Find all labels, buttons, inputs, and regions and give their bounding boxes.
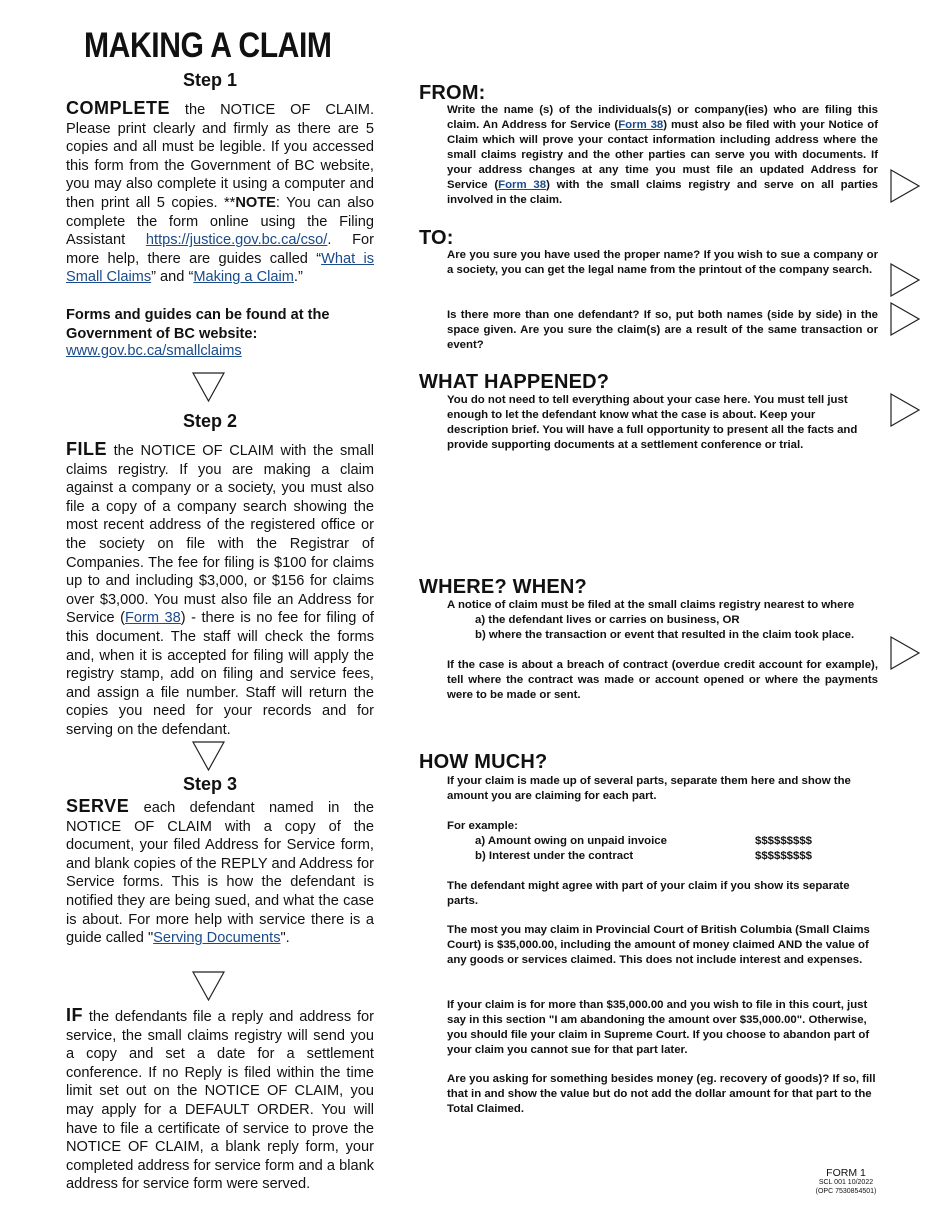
step-1-lead: COMPLETE — [66, 98, 171, 118]
step-3-lead: SERVE — [66, 796, 130, 816]
right-arrow-icon — [890, 302, 920, 336]
from-heading: FROM: — [419, 82, 486, 104]
step-1-heading: Step 1 — [182, 70, 238, 90]
to-paragraph-1: Are you sure you have used the proper name? If you wish to sue a company or a society, you can get the legal name from the printout of the company search. — [447, 249, 878, 276]
right-arrow-icon — [890, 636, 920, 670]
how-much-paragraph-5: Are you asking for something besides money (eg. recovery of goods)? If so, fill that in and show the value but do not add the dollar amount for that part to the Total Claimed. — [447, 1073, 876, 1115]
form-code: SCL 001 10/2022 — [818, 1179, 874, 1186]
serving-documents-link[interactable]: Serving Documents — [153, 930, 281, 947]
how-much-example: For example: a) Amount owing on unpaid invoice $$$$$$$$$ b) Interest under the contract $$$$$$$$$ — [447, 820, 813, 862]
page-title: MAKING A CLAIM — [84, 26, 332, 65]
form-38-link[interactable]: Form 38 — [125, 610, 181, 627]
form-38-link[interactable]: Form 38 — [498, 179, 547, 191]
making-a-claim-link[interactable]: Making a Claim — [193, 269, 294, 286]
where-when-heading: WHERE? WHEN? — [419, 576, 587, 598]
filing-assistant-link[interactable]: https://justice.gov.bc.ca/cso/ — [145, 232, 328, 249]
where-when-text: A notice of claim must be filed at the small claims registry nearest to where a) the defendant lives or carries on business, OR b) where the transaction or event that resulted in the claim took place. — [447, 599, 855, 641]
how-much-paragraph-1: If your claim is made up of several parts, separate them here and show the amount you are claiming for each part. — [447, 775, 851, 802]
step-3-text: SERVE each defendant named in the NOTICE OF CLAIM with a copy of the document, your filed Address for Service form, and blank copies of the REPLY and Address for Service forms. This is how the defendant is notified they are being sued, and what the case is about. For more help with service there is a guide called "Serving Documents". — [66, 796, 374, 947]
where-when-paragraph-2: If the case is about a breach of contract (overdue credit account for example), tell where the contract was made or account opened or where the payments were to be made or sent. — [447, 659, 878, 701]
opc-code: (OPC 7530854501) — [815, 1187, 877, 1195]
smallclaims-website-link[interactable]: www.gov.bc.ca/smallclaims — [66, 343, 242, 359]
how-much-heading: HOW MUCH? — [419, 751, 548, 773]
how-much-paragraph-2: The defendant might agree with part of your claim if you show its separate parts. — [447, 880, 850, 907]
step-4-lead: IF — [66, 1005, 83, 1025]
right-arrow-icon — [890, 169, 920, 203]
form-number: FORM 1 — [826, 1167, 866, 1179]
what-happened-text: You do not need to tell everything about your case here. You must tell just enough to let the defendant know what the case is about. Keep your description brief. You will have a full opportunity to present all the facts and provide supporting documents at a settlement conference or trial. — [447, 394, 858, 451]
what-happened-heading: WHAT HAPPENED? — [419, 371, 610, 393]
what-is-small-claims-link[interactable]: What is Small Claims — [66, 250, 375, 286]
step-2-text: FILE the NOTICE OF CLAIM with the small claims registry. If you are making a claim against a company or a society, you must also file a copy of a company search showing the most recent address of the registered office or the society on file with the Registrar of Companies. The fee for filing is $100 for claims up to and including $3,000, or $156 for claims over $3,000. You must also file an Address for Service (Form 38) - there is no fee for filing of this document. The staff will check the forms and, when it is accepted for filing will apply the registry stamp, add on filing and service fees, and assign a file number. Staff will return the copies you need for your records and for serving on the defendant. — [66, 439, 374, 738]
step-4-text: IF the defendants file a reply and address for service, the small claims registry will send you a copy and set a date for a settlement conference. If no Reply is filed within the time limit set out on the NOTICE OF CLAIM, you may apply for a DEFAULT ORDER. You will have to file a certificate of service to prove the NOTICE OF CLAIM, a blank reply form, your completed address for service form and a blank address for service form were served. — [66, 1005, 374, 1193]
how-much-paragraph-3: The most you may claim in Provincial Court of British Columbia (Small Claims Court) is $35,000.00, including the amount of money claimed AND the value of any goods or services claimed. This does not include interest and expenses. — [447, 924, 870, 966]
down-arrow-icon — [192, 372, 225, 402]
down-arrow-icon — [192, 741, 225, 771]
step-2-heading: Step 2 — [182, 411, 238, 431]
down-arrow-icon — [192, 971, 225, 1001]
forms-guides-label: Forms and guides can be found at the Government of BC website: — [66, 307, 330, 342]
step-3-heading: Step 3 — [182, 774, 238, 794]
form-footer — [800, 1167, 892, 1196]
right-arrow-icon — [890, 393, 920, 427]
step-1-text: COMPLETE the NOTICE OF CLAIM. Please print clearly and firmly as there are 5 copies and all must be legible. If you accessed this form from the Government of BC website, you may also complete it using a computer and then print all 5 copies. **NOTE: You can also complete the form online using the Filing Assistant https://justice.gov.bc.ca/cso/. For more help, there are guides called “What is Small Claims” and “Making a Claim.” — [66, 98, 375, 286]
step-2-lead: FILE — [66, 439, 107, 459]
form-38-link[interactable]: Form 38 — [618, 119, 664, 131]
how-much-paragraph-4: If your claim is for more than $35,000.00 and you wish to file in this court, just say in this section "I am abandoning the amount over $35,000.00". Otherwise, you should file your claim in Supreme Court. If you choose to abandon part of your claim you cannot sue for that part later. — [447, 999, 870, 1056]
right-arrow-icon — [890, 263, 920, 297]
to-paragraph-2: Is there more than one defendant? If so, put both names (side by side) in the space given. Are you sure the claim(s) are a result of the same transaction or event? — [447, 309, 878, 351]
to-heading: TO: — [419, 227, 454, 249]
from-text: Write the name (s) of the individuals(s) or company(ies) who are filing this claim. An Address for Service (Form 38) must also be filed with your Notice of Claim which will prove your contact information including address where the small claims registry and the other parties can serve you with documents. If your address changes at any time you must file an updated Address for Service (Form 38) with the small claims registry and serve on all parties involved in the claim. — [447, 104, 879, 206]
